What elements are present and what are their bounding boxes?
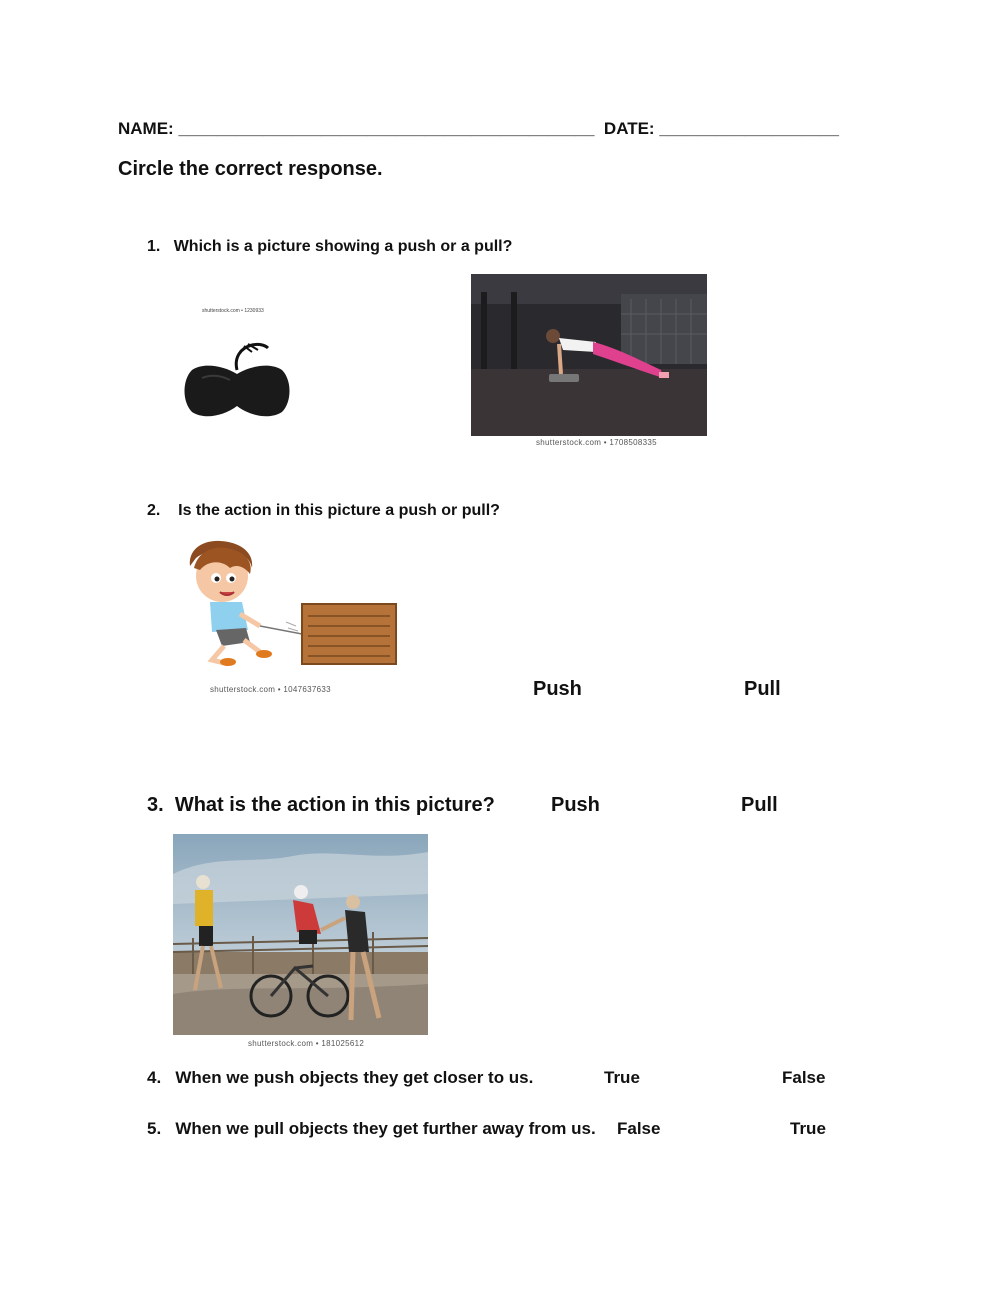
question-number: 4. [147,1068,162,1087]
question-5 [147,1119,596,1139]
option-false[interactable]: False [782,1068,826,1087]
question-4 [147,1068,533,1088]
question-text: What is the action in this picture? [174,794,495,816]
question-text: Is the action in this picture a push or pull? [178,502,500,519]
punching-bag-icon[interactable] [182,340,297,422]
option-pull[interactable]: Pull [744,678,781,700]
image-caption: shutterstock.com • 1047637633 [210,685,331,694]
option-push[interactable]: Push [533,678,582,700]
option-false[interactable]: False [617,1119,661,1138]
question-text: Which is a picture showing a push or a pull? [173,238,513,255]
image-caption: shutterstock.com • 1708508335 [536,438,657,447]
question-number: 2. [147,502,161,519]
cyclists-pushing-photo[interactable] [173,834,428,1035]
name-blank[interactable]: ____________________________________________ [178,119,595,138]
header-line [118,119,839,139]
option-push[interactable]: Push [551,794,600,816]
question-1 [147,238,512,256]
date-label: DATE: [603,119,660,138]
date-blank[interactable]: ___________________ [659,119,839,138]
option-true[interactable]: True [790,1119,826,1138]
option-true[interactable]: True [604,1068,640,1087]
question-number: 3. [147,794,164,816]
question-3 [147,794,495,817]
question-number: 5. [147,1119,162,1138]
question-number: 1. [147,238,161,255]
boy-pulling-box-illustration[interactable] [182,538,398,672]
instruction: Circle the correct response. [118,158,383,180]
plank-exercise-photo[interactable] [471,274,707,436]
name-label: NAME: [118,119,179,138]
question-text: When we push objects they get closer to us. [175,1068,534,1087]
question-text: When we pull objects they get further away from us. [175,1119,596,1138]
image-caption: shutterstock.com • 181025612 [248,1039,365,1048]
option-pull[interactable]: Pull [741,794,778,816]
question-2 [147,502,500,520]
image-caption: shutterstock.com • 1230933 [202,308,264,314]
